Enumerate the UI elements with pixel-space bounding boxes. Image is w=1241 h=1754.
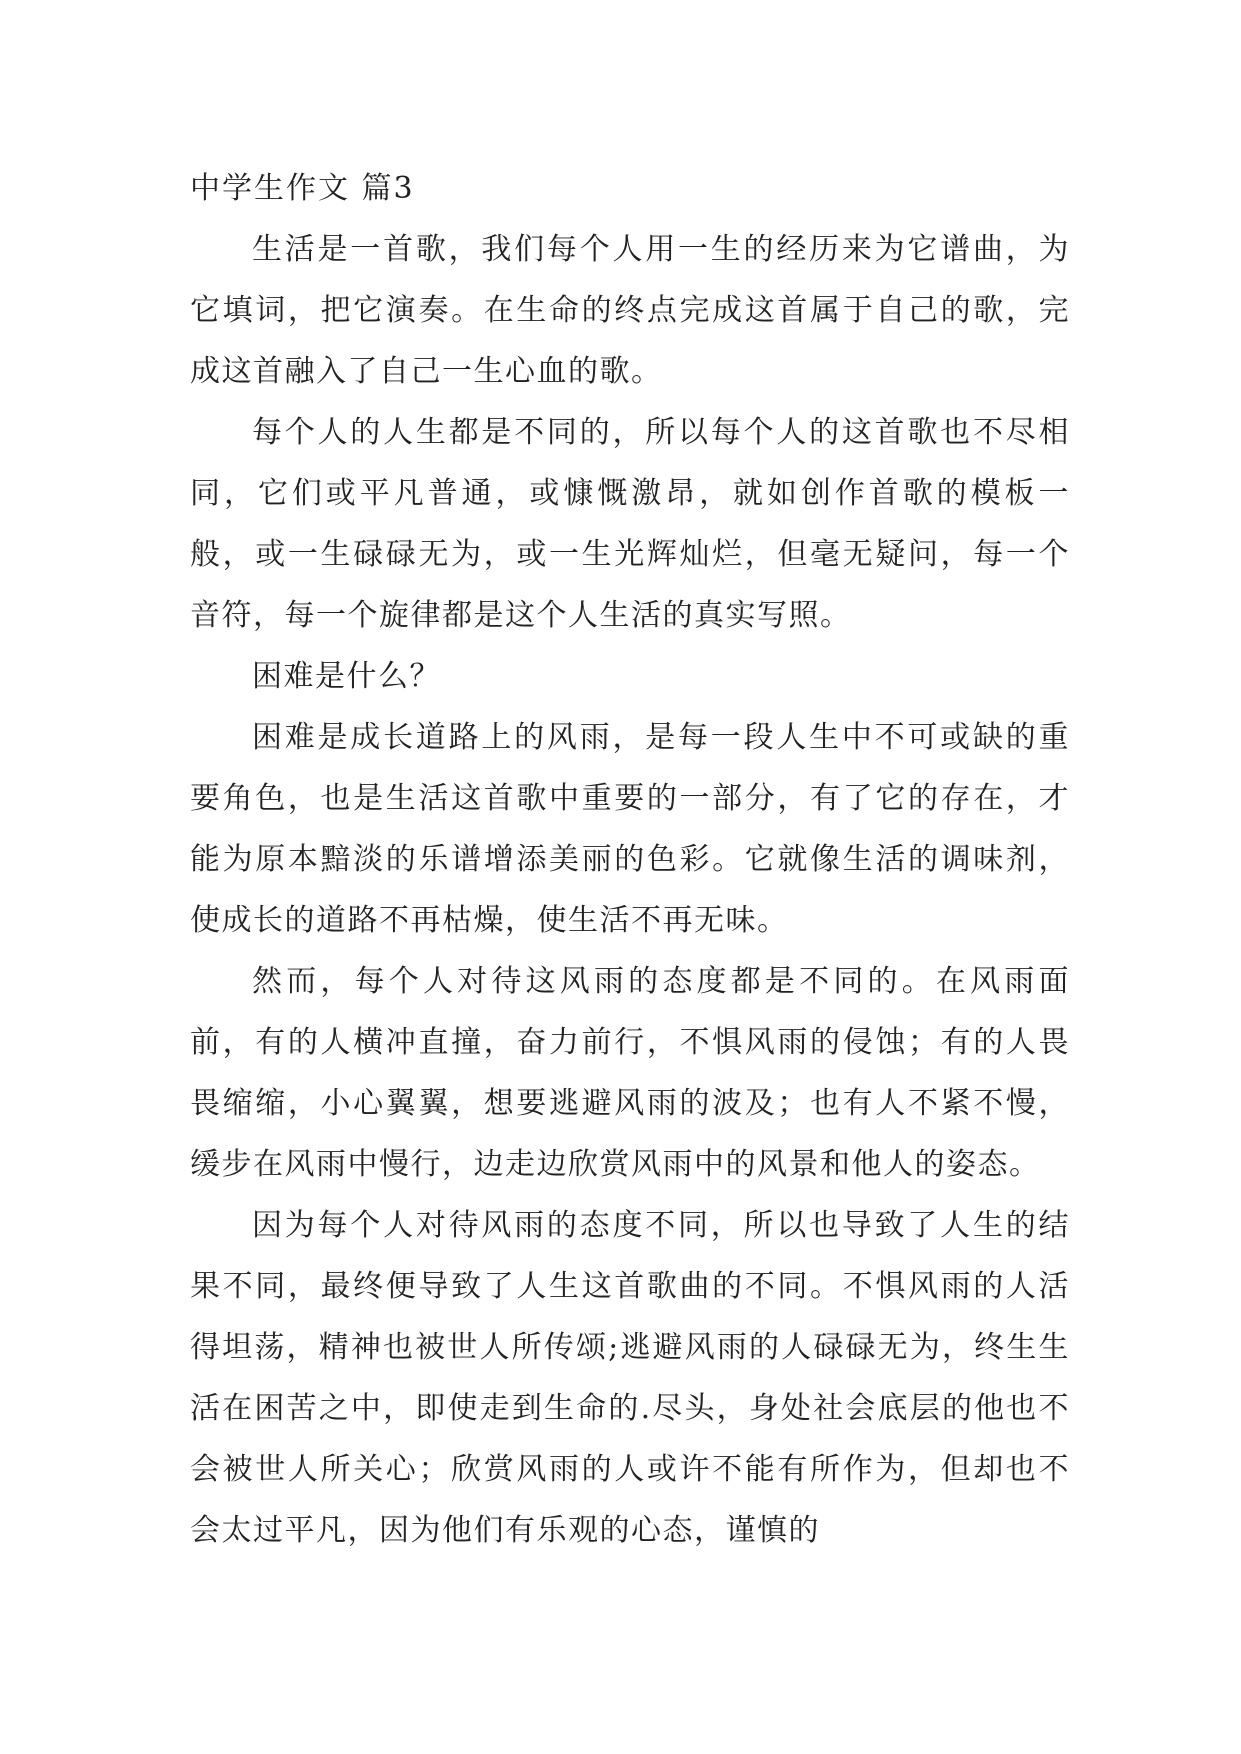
paragraph-1: 生活是一首歌，我们每个人用一生的经历来为它谱曲，为它填词，把它演奏。在生命的终点完成这首属于自己的歌，完成这首融入了自己一生心血的歌。 bbox=[190, 232, 1070, 389]
paragraph-2: 每个人的人生都是不同的，所以每个人的这首歌也不尽相同，它们或平凡普通，或慷慨激昂，就如创作首歌的模板一般，或一生碌碌无为，或一生光辉灿烂，但毫无疑问，每一个音符，每一个旋律都是这个人生活的真实写照。 bbox=[190, 415, 1070, 633]
paragraph-3: 困难是什么？ bbox=[252, 659, 441, 694]
paragraph-4: 困难是成长道路上的风雨，是每一段人生中不可或缺的重要角色，也是生活这首歌中重要的一部分，有了它的存在，才能为原本黯淡的乐谱增添美丽的色彩。它就像生活的调味剂，使成长的道路不再枯燥，使生活不再无味。 bbox=[190, 720, 1070, 938]
essay-heading: 中学生作文 篇3 bbox=[190, 171, 415, 206]
paragraph-6: 因为每个人对待风雨的态度不同，所以也导致了人生的结果不同，最终便导致了人生这首歌曲的不同。不惧风雨的人活得坦荡，精神也被世人所传颂;逃避风雨的人碌碌无为，终生生活在困苦之中，即使走到生命的.尽头，身处社会底层的他也不会被世人所关心；欣赏风雨的人或许不能有所作为，但却也不会太过平凡，因为他们有乐观的心态，谨慎的 bbox=[190, 1208, 1070, 1548]
document-body bbox=[190, 158, 1070, 1561]
paragraph-5: 然而，每个人对待这风雨的态度都是不同的。在风雨面前，有的人横冲直撞，奋力前行，不惧风雨的侵蚀；有的人畏畏缩缩，小心翼翼，想要逃避风雨的波及；也有人不紧不慢，缓步在风雨中慢行，边走边欣赏风雨中的风景和他人的姿态。 bbox=[190, 964, 1070, 1182]
